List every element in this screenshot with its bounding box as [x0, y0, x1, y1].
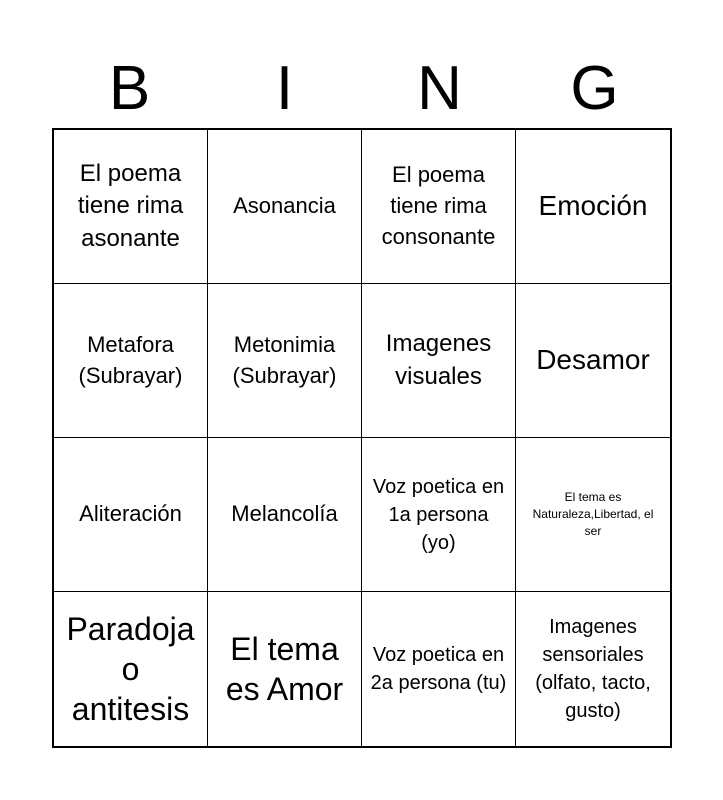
bingo-cell[interactable]: [54, 592, 208, 746]
cell-text: Paradoja o antitesis: [66, 611, 195, 727]
bingo-cell[interactable]: [516, 438, 670, 592]
cell-text: Emoción: [538, 190, 648, 222]
header-letter-b: B: [108, 54, 151, 123]
cell-text: Metonimia (Subrayar): [232, 331, 337, 388]
bingo-cell[interactable]: [362, 438, 516, 592]
cell-text: Asonancia: [233, 193, 336, 219]
bingo-cell[interactable]: [208, 592, 362, 746]
bingo-cell[interactable]: [208, 130, 362, 284]
bingo-cell[interactable]: [516, 130, 670, 284]
bingo-cell[interactable]: [54, 284, 208, 438]
bingo-cell[interactable]: [516, 284, 670, 438]
header-letter-g: G: [570, 54, 619, 123]
cell-text: El tema es Amor: [225, 631, 344, 707]
bingo-cell[interactable]: [362, 130, 516, 284]
cell-text: Aliteración: [79, 501, 182, 527]
cell-text: Metafora (Subrayar): [78, 331, 183, 388]
bingo-cell[interactable]: [208, 284, 362, 438]
cell-text: Voz poetica en 2a persona (tu): [370, 644, 507, 694]
cell-text: Desamor: [536, 344, 650, 376]
bingo-cell[interactable]: [362, 592, 516, 746]
header-letter-n: N: [417, 54, 462, 123]
bingo-cell[interactable]: [362, 284, 516, 438]
cell-text: Melancolía: [231, 501, 338, 527]
bingo-cell[interactable]: [208, 438, 362, 592]
bingo-cell[interactable]: [516, 592, 670, 746]
cell-text: El poema tiene rima asonante: [77, 159, 184, 252]
header-letter-i: I: [275, 54, 294, 123]
bingo-header: [52, 50, 672, 128]
cell-text: Imagenes visuales: [385, 330, 492, 390]
cell-text: El poema tiene rima consonante: [381, 162, 496, 249]
cell-text: El tema es Naturaleza,Libertad, el ser: [532, 490, 654, 538]
cell-text: Imagenes sensoriales (olfato, tacto, gusto): [535, 616, 651, 722]
bingo-cell[interactable]: [54, 438, 208, 592]
bingo-board: [52, 128, 672, 748]
cell-text: Voz poetica en 1a persona (yo): [372, 475, 505, 554]
bingo-cell[interactable]: [54, 130, 208, 284]
